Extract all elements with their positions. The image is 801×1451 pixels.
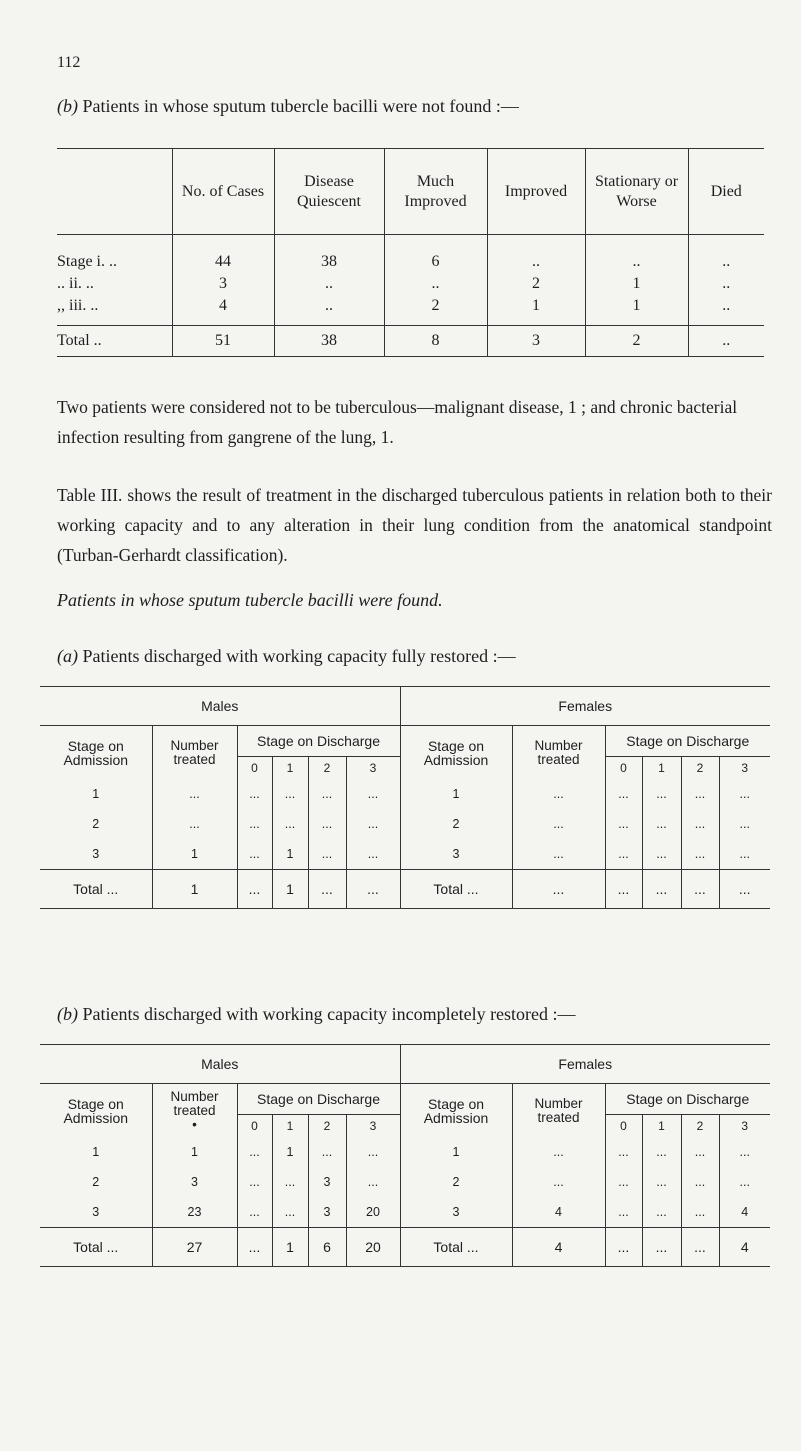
table-cell: 3 [152, 1167, 237, 1197]
table-cell: ... [237, 839, 272, 870]
table-cell: 1 [272, 839, 308, 870]
table-cell: ... [642, 1228, 681, 1267]
header-cell: Improved [487, 149, 585, 235]
table-row [57, 273, 764, 295]
table-cell: ... [605, 1167, 642, 1197]
table-cell: 2 [400, 809, 512, 839]
group-header-row [40, 687, 770, 726]
table-cell: 3 [308, 1197, 346, 1228]
table-cell: ... [308, 809, 346, 839]
table-cell: 38 [274, 235, 384, 274]
females-header: Females [400, 687, 770, 726]
table-cell: .. [688, 326, 764, 357]
stage-2-header: 2 [681, 757, 719, 780]
table-cell: 23 [152, 1197, 237, 1228]
table-cell: 20 [346, 1228, 400, 1267]
table-cell: ... [346, 870, 400, 909]
table-cell: 3 [172, 273, 274, 295]
number-treated-header: Number treated [512, 1084, 605, 1138]
table-cell: ... [152, 809, 237, 839]
stage-3-header: 3 [346, 757, 400, 780]
table-cell: ... [272, 1167, 308, 1197]
section-a-heading [57, 646, 516, 667]
table-cell: ... [719, 779, 770, 809]
stage-2-header: 2 [308, 757, 346, 780]
group-header-row [40, 1045, 770, 1084]
table-cell: ... [642, 1137, 681, 1167]
table-cell: .. [384, 273, 487, 295]
stage-0-header: 0 [237, 1115, 272, 1138]
row-label: Total .. [57, 332, 102, 349]
stage-discharge-header: Stage on Discharge [605, 726, 770, 757]
table-cell: ... [642, 809, 681, 839]
table-cell: ... [605, 1228, 642, 1267]
table-row [40, 839, 770, 870]
stage-2-header: 2 [308, 1115, 346, 1138]
table-cell: 1 [400, 779, 512, 809]
table-cell: ... [308, 870, 346, 909]
table-cell: Total ... [400, 870, 512, 909]
table-cell: ... [605, 1137, 642, 1167]
table-cell: ... [605, 1197, 642, 1228]
stage-discharge-header: Stage on Discharge [237, 1084, 400, 1115]
table-cell: ... [346, 1167, 400, 1197]
stage-1-header: 1 [272, 1115, 308, 1138]
stage-0-header: 0 [237, 757, 272, 780]
males-header: Males [201, 698, 239, 714]
table-row [40, 1167, 770, 1197]
table-cell: ... [512, 870, 605, 909]
table-cell: ... [272, 809, 308, 839]
stage-admission-header: Stage on Admission [63, 737, 129, 768]
table-cell: 1 [152, 1137, 237, 1167]
table-cell: 1 [400, 1137, 512, 1167]
table-cell: 3 [487, 326, 585, 357]
table-row [40, 1137, 770, 1167]
section-title: Patients discharged with working capacity incompletely restored :— [82, 1004, 576, 1024]
table-cell: 1 [92, 1145, 100, 1159]
table-cell: ... [152, 779, 237, 809]
table-cell: ... [237, 1167, 272, 1197]
table-cell: ... [237, 1137, 272, 1167]
table-cell: 1 [585, 273, 688, 295]
stage-discharge-header: Stage on Discharge [605, 1084, 770, 1115]
stage-2-header: 2 [681, 1115, 719, 1138]
table-cell: ... [346, 779, 400, 809]
paragraph-non-tuberculous: Two patients were considered not to be tuberculous—malignant disease, 1 ; and chronic bacterial infection resulting from gangrene of the lung, 1. [57, 397, 738, 447]
table-cell: 4 [512, 1197, 605, 1228]
table-cell: Total ... [73, 881, 119, 897]
males-header: Males [201, 1056, 239, 1072]
header-cell: Much Improved [384, 149, 487, 235]
table-cell: 6 [384, 235, 487, 274]
table-cell: 4 [719, 1228, 770, 1267]
table-row [40, 779, 770, 809]
table-cell: .. [688, 295, 764, 326]
number-treated-mark: • [192, 1116, 197, 1132]
table-cell: ... [512, 779, 605, 809]
table-cell: 1 [92, 787, 100, 801]
table-cell: 4 [512, 1228, 605, 1267]
page-number: 112 [57, 54, 81, 71]
table-cell: 8 [384, 326, 487, 357]
table-cell: 1 [585, 295, 688, 326]
table-cell: 27 [152, 1228, 237, 1267]
row-label: .. ii. .. [57, 275, 94, 292]
section-letter: (b) [57, 96, 78, 116]
table-cell: ... [681, 779, 719, 809]
table-cell: ... [605, 809, 642, 839]
table-header-row [57, 149, 764, 235]
stage-3-header: 3 [719, 757, 770, 780]
table-cell: ... [719, 1137, 770, 1167]
table-cell: ... [512, 809, 605, 839]
table-cell: Total ... [73, 1239, 119, 1255]
sub-header-row [40, 726, 770, 757]
table-cell: .. [688, 235, 764, 274]
table-cell: ... [512, 1137, 605, 1167]
table-cell: ... [237, 779, 272, 809]
total-row [40, 1228, 770, 1267]
table-cell: ... [346, 809, 400, 839]
table-cell: 1 [272, 1228, 308, 1267]
section-title: Patients discharged with working capacity fully restored :— [82, 646, 516, 666]
header-cell: Died [688, 149, 764, 235]
table-cell: 2 [487, 273, 585, 295]
total-row [57, 326, 764, 357]
table-cell: ... [237, 809, 272, 839]
table-incompletely-restored [40, 1044, 770, 1267]
table-fully-restored [40, 686, 770, 909]
stage-1-header: 1 [642, 757, 681, 780]
table-cell: 2 [92, 1175, 100, 1189]
table-no-bacilli [57, 148, 764, 357]
table-cell: ... [512, 839, 605, 870]
table-cell: 20 [346, 1197, 400, 1228]
table-cell: .. [487, 235, 585, 274]
header-cell: Stationary or Worse [585, 149, 688, 235]
table-cell: 1 [487, 295, 585, 326]
italic-heading: Patients in whose sputum tubercle bacilli were found. [57, 590, 443, 610]
total-row [40, 870, 770, 909]
table-cell: ... [308, 839, 346, 870]
stage-1-header: 1 [642, 1115, 681, 1138]
number-treated-header: Number treated [152, 726, 237, 780]
number-treated-header: Number treated [512, 726, 605, 780]
number-treated-label: Number treated [170, 1088, 219, 1118]
table-cell: 1 [152, 839, 237, 870]
table-row [40, 809, 770, 839]
header-cell: No. of Cases [172, 149, 274, 235]
table-cell: .. [688, 273, 764, 295]
table-cell: 3 [400, 1197, 512, 1228]
header-cell [57, 149, 172, 235]
table-cell: 51 [172, 326, 274, 357]
table-cell: Total ... [400, 1228, 512, 1267]
header-cell: Disease Quiescent [274, 149, 384, 235]
stage-admission-header: Stage on Admission [63, 1095, 129, 1126]
stage-admission-header: Stage on Admission [400, 1084, 512, 1138]
table-cell: ... [681, 1197, 719, 1228]
table-cell: 6 [308, 1228, 346, 1267]
stage-0-header: 0 [605, 757, 642, 780]
table-cell: 2 [585, 326, 688, 357]
table-cell: 3 [308, 1167, 346, 1197]
table-cell: ... [272, 1197, 308, 1228]
table-row [40, 1197, 770, 1228]
table-cell: ... [346, 1137, 400, 1167]
section-letter: (a) [57, 646, 78, 666]
table-cell: ... [308, 779, 346, 809]
table-cell: 2 [384, 295, 487, 326]
stage-3-header: 3 [346, 1115, 400, 1138]
table-cell: ... [719, 809, 770, 839]
table-cell: 2 [400, 1167, 512, 1197]
table-cell: 4 [172, 295, 274, 326]
stage-3-header: 3 [719, 1115, 770, 1138]
table-cell: 1 [272, 870, 308, 909]
stage-0-header: 0 [605, 1115, 642, 1138]
table-cell: 4 [719, 1197, 770, 1228]
sub-header-row [40, 1084, 770, 1115]
table-cell: ... [719, 839, 770, 870]
table-cell: 1 [152, 870, 237, 909]
section-b2-heading [57, 1004, 576, 1025]
females-header: Females [400, 1045, 770, 1084]
table-cell: ... [642, 779, 681, 809]
section-letter: (b) [57, 1004, 78, 1024]
table-cell: ... [642, 870, 681, 909]
table-cell: ... [605, 779, 642, 809]
section-b-heading [57, 96, 519, 117]
table-cell: 44 [172, 235, 274, 274]
table-cell: ... [681, 839, 719, 870]
table-cell: ... [642, 839, 681, 870]
table-row [57, 235, 764, 274]
table-cell: ... [512, 1167, 605, 1197]
table-cell: 3 [400, 839, 512, 870]
table-cell: ... [642, 1197, 681, 1228]
table-cell: ... [719, 1167, 770, 1197]
table-cell: ... [272, 779, 308, 809]
table-cell: .. [274, 295, 384, 326]
stage-discharge-header: Stage on Discharge [237, 726, 400, 757]
table-cell: 3 [92, 847, 100, 861]
table-cell: ... [681, 870, 719, 909]
stage-admission-header: Stage on Admission [400, 726, 512, 780]
table-cell: ... [605, 839, 642, 870]
paragraph-table-iii: Table III. shows the result of treatment in the discharged tuberculous patients in relation both to their working capacity and to any alteration in their lung condition from the anatomical standpoint (Turban-Gerhardt classification). [57, 485, 772, 565]
table-cell: 1 [272, 1137, 308, 1167]
table-cell: 3 [92, 1205, 100, 1219]
table-cell: ... [605, 870, 642, 909]
table-cell: ... [681, 809, 719, 839]
table-cell: .. [585, 235, 688, 274]
stage-1-header: 1 [272, 757, 308, 780]
table-cell: ... [719, 870, 770, 909]
table-cell: ... [346, 839, 400, 870]
section-title: Patients in whose sputum tubercle bacilli were not found :— [82, 96, 519, 116]
table-cell: ... [681, 1137, 719, 1167]
table-cell: ... [237, 870, 272, 909]
table-row [57, 295, 764, 326]
table-cell: ... [308, 1137, 346, 1167]
table-cell: 2 [92, 817, 100, 831]
row-label: Stage i. .. [57, 253, 117, 270]
table-cell: ... [681, 1228, 719, 1267]
table-cell: ... [681, 1167, 719, 1197]
table-cell: ... [237, 1228, 272, 1267]
table-cell: .. [274, 273, 384, 295]
table-cell: ... [237, 1197, 272, 1228]
table-cell: ... [642, 1167, 681, 1197]
number-treated-header [152, 1084, 237, 1138]
row-label: ,, iii. .. [57, 297, 99, 314]
table-cell: 38 [274, 326, 384, 357]
